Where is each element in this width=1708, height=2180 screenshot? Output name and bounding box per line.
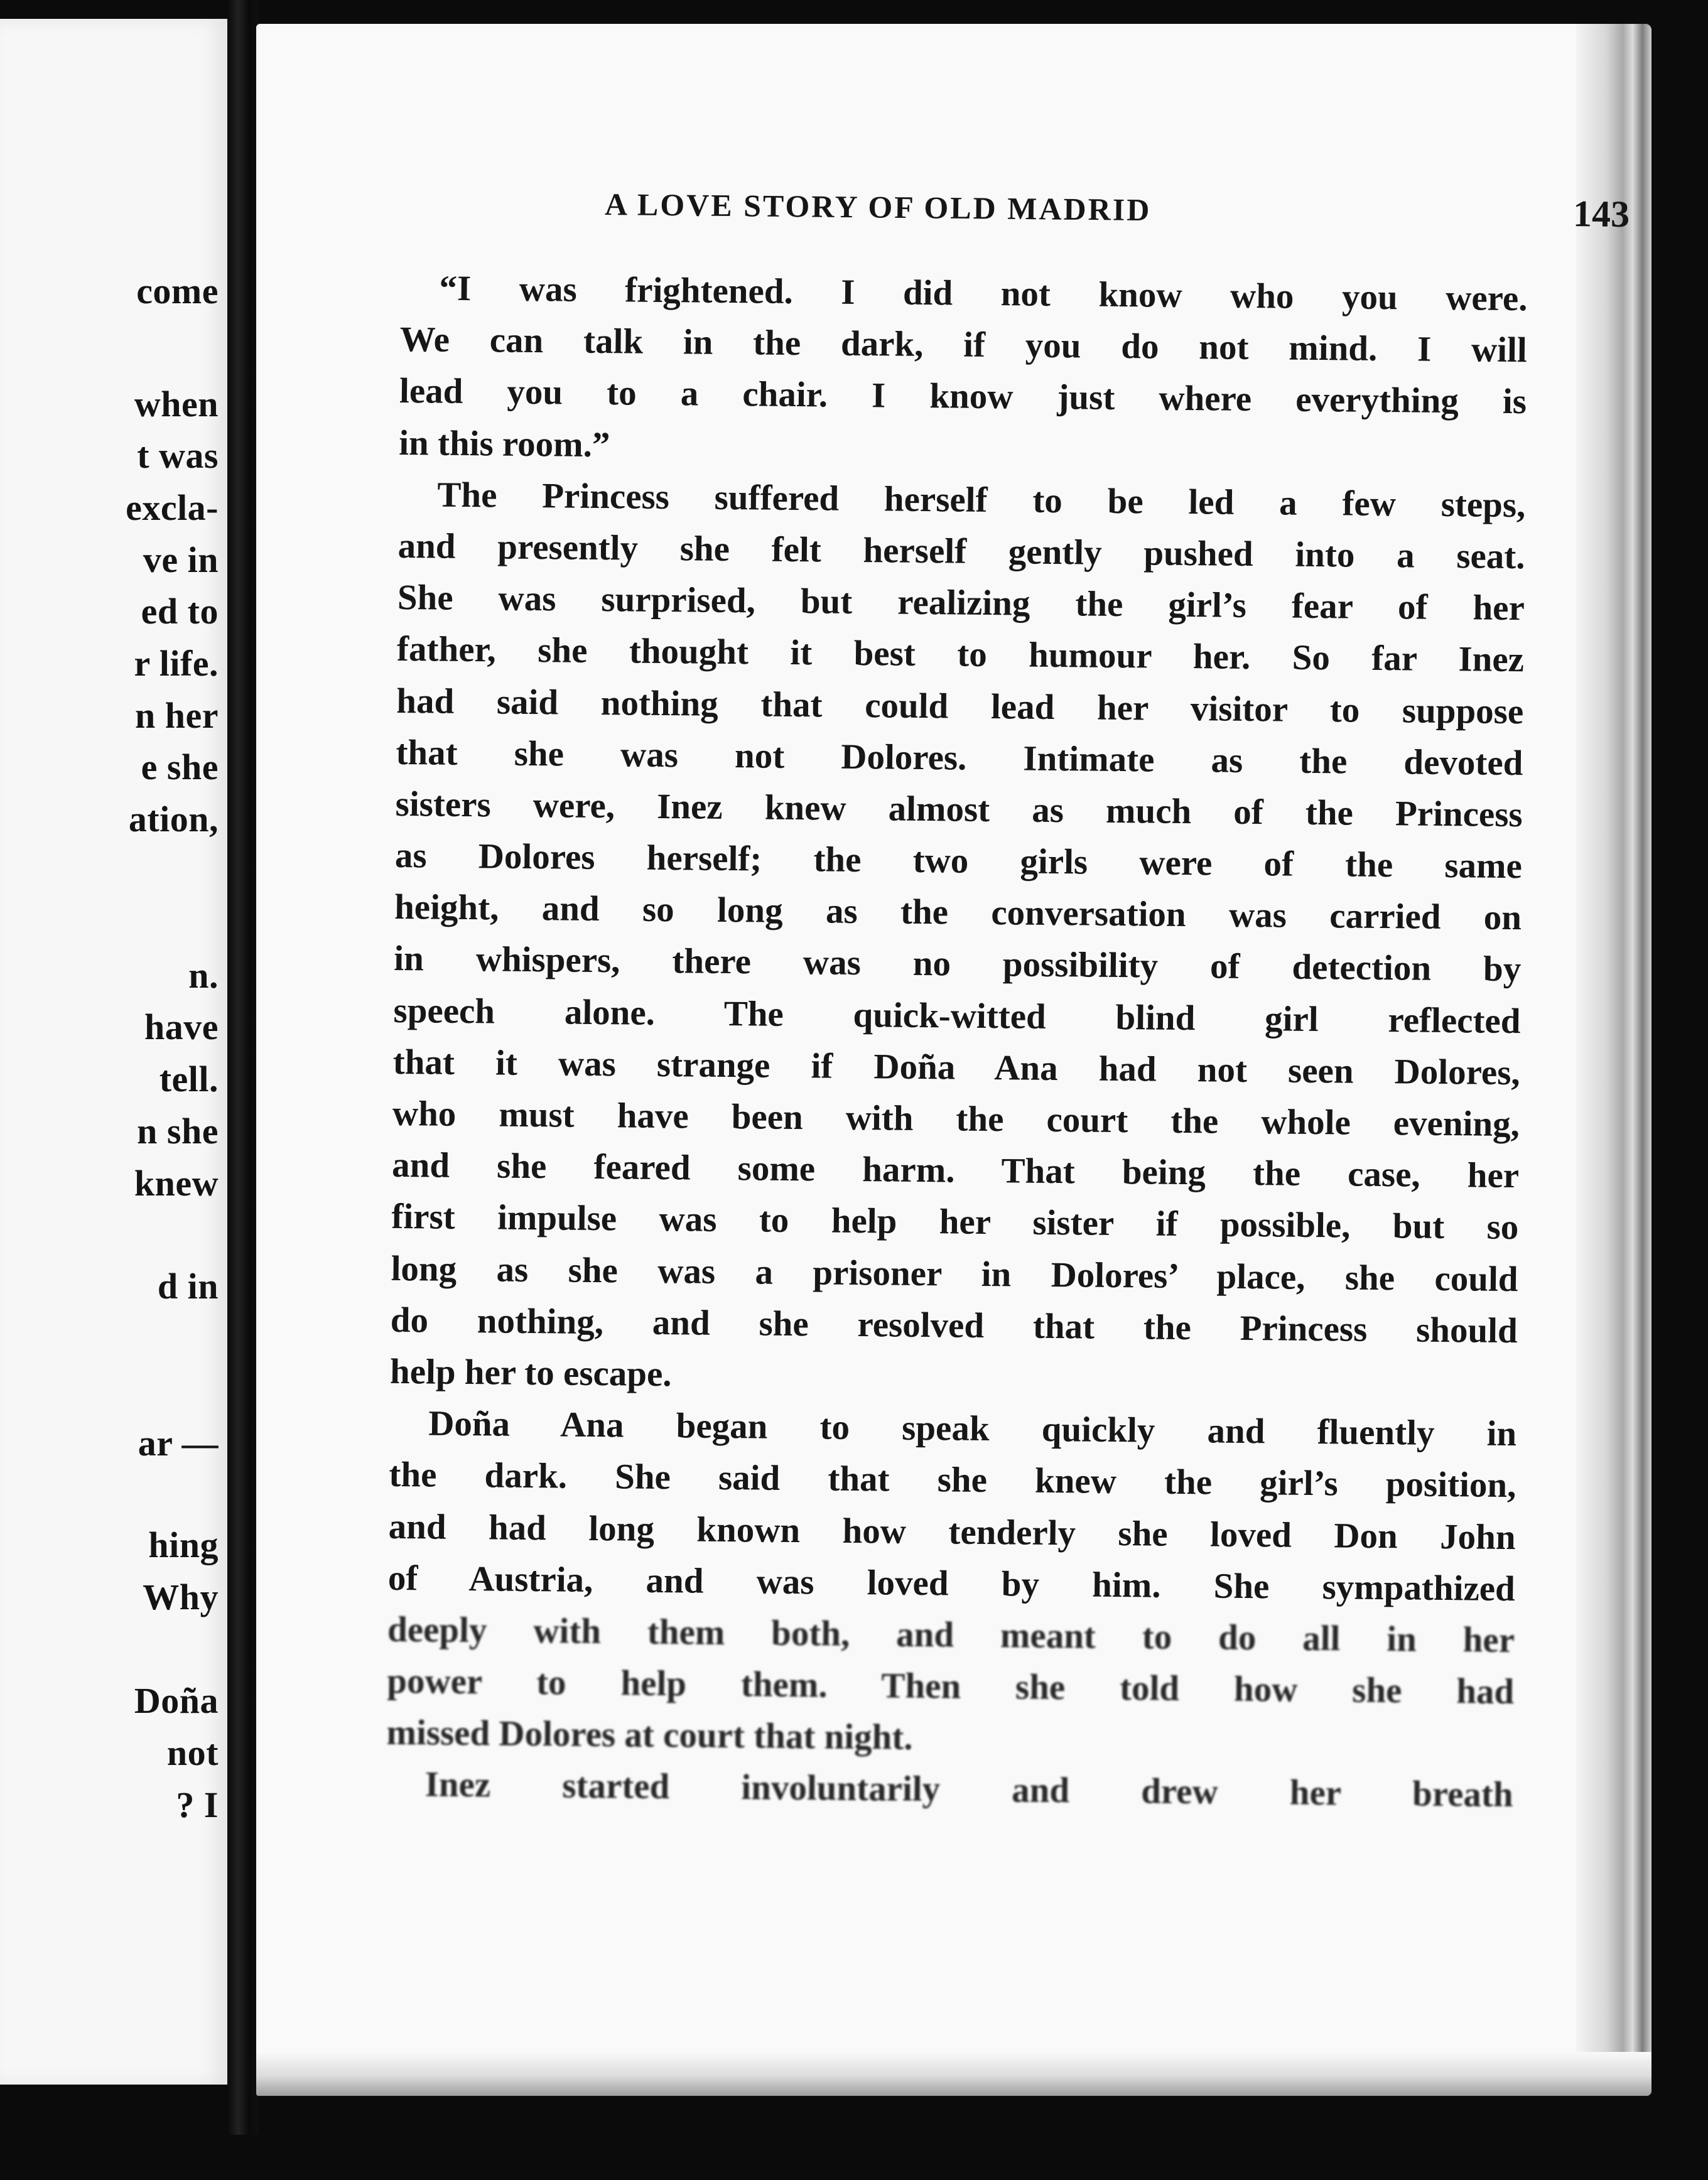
text-line: father, she thought it best to humour her. So far Inez [396, 629, 1525, 680]
text-line: long as she was a prisoner in Dolores’ place, she could [391, 1248, 1518, 1299]
left-page-line: knew [134, 1163, 219, 1204]
left-page-line: n her [135, 695, 219, 736]
left-page-line: ed to [141, 591, 219, 632]
text-line: as Dolores herself; the two girls were of the same [394, 836, 1523, 887]
text-line: first impulse was to help her sister if possible, but so [391, 1197, 1519, 1248]
left-page-line: n. [188, 955, 219, 996]
left-page-line: e she [141, 747, 219, 787]
text-line: Inez started involuntarily and drew her breath [424, 1764, 1513, 1815]
page-number: 143 [1572, 193, 1630, 235]
left-page-line: tell. [159, 1059, 219, 1099]
text-line: We can talk in the dark, if you do not mind. I will [399, 320, 1528, 370]
text-line: sisters were, Inez knew almost as much of the Princess [395, 784, 1523, 835]
text-line: and presently she felt herself gently pushed into a seat. [397, 526, 1525, 577]
text-line: in whispers, there was no possibility of detection by [394, 939, 1522, 990]
text-line: and had long known how tenderly she loved Don John [388, 1506, 1516, 1557]
text-line: “I was frightened. I did not know who you were. [439, 268, 1528, 319]
left-page-line: Doña [134, 1680, 219, 1721]
left-page-line: d in [157, 1266, 219, 1307]
page-edge [1576, 24, 1651, 2096]
left-page-line: ve in [143, 539, 219, 580]
left-page-line: ? I [176, 1784, 219, 1825]
left-page-line: when [134, 384, 219, 424]
left-page-line: t was [137, 435, 219, 476]
book-gutter [227, 0, 259, 2135]
text-line: who must have been with the court the whole evening, [392, 1093, 1520, 1145]
text-line: of Austria, and was loved by him. She sympathized [387, 1558, 1516, 1609]
left-page-line: hing [148, 1524, 219, 1565]
left-page-line: ar — [138, 1423, 219, 1464]
left-page [0, 19, 227, 2085]
text-line: deeply with them both, and meant to do all in her [387, 1609, 1515, 1661]
text-line: power to help them. Then she told how she had [387, 1661, 1515, 1712]
left-page-line: ation, [128, 799, 219, 839]
text-line: speech alone. The quick-witted blind girl reflected [393, 990, 1521, 1041]
running-head [605, 186, 1630, 247]
text-line: in this room.” [398, 423, 610, 465]
text-line: do nothing, and she resolved that the Princess should [390, 1300, 1518, 1351]
page-bottom-edge [256, 2052, 1651, 2096]
text-line: help her to escape. [389, 1351, 672, 1395]
running-title: A LOVE STORY OF OLD MADRID [604, 186, 1152, 228]
text-line: missed Dolores at court that night. [386, 1713, 913, 1758]
left-page-line: Why [143, 1577, 219, 1617]
text-line: height, and so long as the conversation was carried on [394, 887, 1522, 938]
left-page-line: not [166, 1732, 219, 1773]
left-page-line: excla- [126, 487, 219, 528]
text-line: She was surprised, but realizing the girl’s fear of her [397, 578, 1525, 629]
left-page-line: have [144, 1006, 219, 1047]
text-line: The Princess suffered herself to be led a few steps, [437, 475, 1526, 525]
body-text [386, 262, 1528, 1821]
left-page-line: r life. [134, 643, 219, 684]
text-line: and she feared some harm. That being the case, her [391, 1145, 1520, 1196]
left-page-line: come [136, 271, 219, 311]
left-page-line: n she [137, 1111, 219, 1152]
text-line: the dark. She said that she knew the girl’s position, [389, 1455, 1516, 1506]
text-line: had said nothing that could lead her visitor to suppose [396, 681, 1524, 731]
text-line: that she was not Dolores. Intimate as the devoted [396, 732, 1523, 783]
right-page [256, 24, 1651, 2096]
text-line: lead you to a chair. I know just where everything is [399, 371, 1527, 422]
text-line: Doña Ana began to speak quickly and fluently in [428, 1403, 1517, 1454]
text-line: that it was strange if Doña Ana had not seen Dolores, [392, 1042, 1520, 1093]
